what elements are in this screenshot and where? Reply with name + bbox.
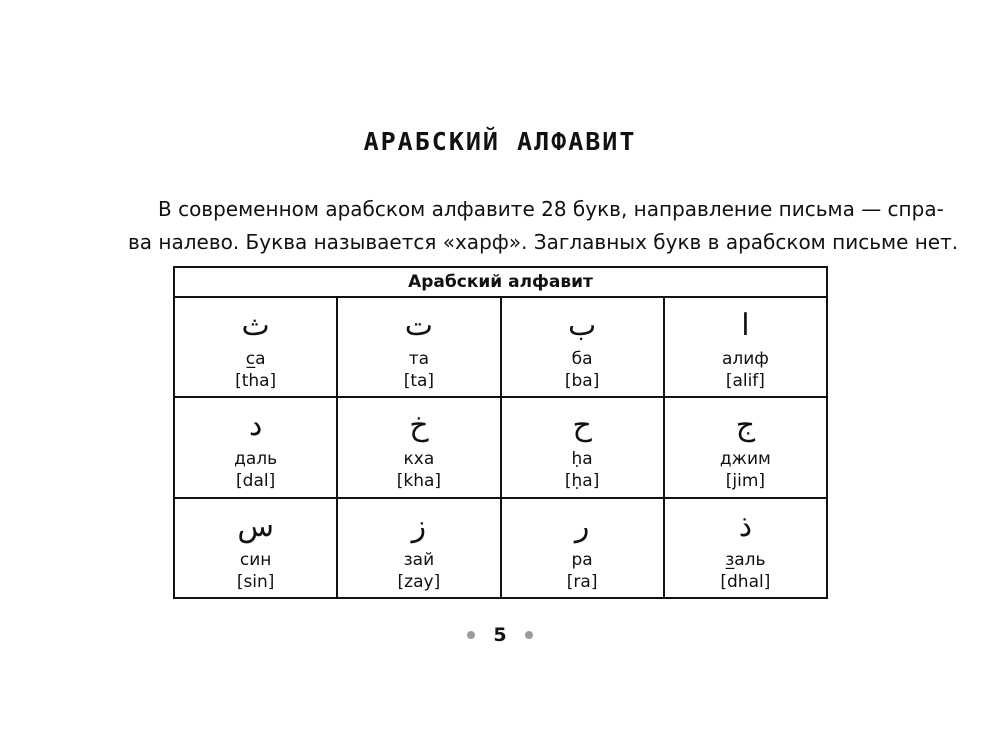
letter-transliteration: [dal] [236,471,276,492]
right-dot-icon [525,631,533,639]
letter-transliteration: [ra] [566,571,598,592]
letter-transliteration: [kha] [396,471,442,492]
letter-cell [501,498,664,598]
letter-transliteration: [alif] [725,371,765,391]
page-title: АРАБСКИЙ АЛФАВИТ [363,127,637,156]
letter-cell [337,397,500,497]
arabic-letter: ج [735,408,756,444]
arabic-letter: ح [572,408,592,444]
letter-name: ḥа [571,449,593,470]
arabic-letter: ب [568,308,597,343]
letter-transliteration: [ta] [403,371,435,391]
table-row [174,397,827,497]
letter-transliteration: [ḥa] [564,471,600,492]
letter-name: ба [571,349,593,369]
letter-name: алиф [721,349,769,369]
letter-transliteration: [ba] [564,371,600,391]
letter-name: ра [571,549,593,570]
arabic-letter: ا [741,308,750,343]
letter-cell [337,498,500,598]
left-dot-icon [467,631,475,639]
letter-name: кха [403,449,435,470]
letter-cell [501,397,664,497]
arabic-letter: ر [574,508,590,544]
alphabet-table [173,266,828,599]
letter-transliteration: [sin] [236,571,275,592]
arabic-letter: ذ [738,508,753,544]
page-footer [0,624,1000,646]
paragraph-line-2: ва налево. Буква называется «харф». Заглавных букв в арабском письме нет. [128,230,959,254]
letter-name: с̲а [245,349,266,369]
arabic-letter: خ [409,408,429,444]
letter-cell [664,498,827,598]
page-number: 5 [493,624,507,646]
letter-name: зай [403,549,435,570]
letter-cell [501,297,664,397]
arabic-letter: ث [241,308,270,343]
arabic-letter: س [237,508,274,544]
arabic-letter: ت [404,308,433,343]
letter-cell [664,397,827,497]
letter-cell [664,297,827,397]
letter-name: з̲аль [725,549,766,570]
paragraph-line-1: В современном арабском алфавите 28 букв, направление письма — спра- [158,197,944,221]
letter-cell [174,498,337,598]
letter-transliteration: [dhal] [720,571,771,592]
letter-transliteration: [zay] [397,571,441,592]
table-row [174,498,827,598]
table-row [174,297,827,397]
letter-transliteration: [jim] [725,471,766,492]
letter-name: джим [719,449,771,470]
table-header: Арабский алфавит [174,267,827,297]
letter-cell [174,397,337,497]
arabic-letter: د [248,408,263,444]
letter-cell [174,297,337,397]
letter-cell [337,297,500,397]
letter-name: даль [234,449,278,470]
letter-transliteration: [tha] [235,371,277,391]
arabic-letter: ز [411,508,427,544]
letter-name: та [408,349,430,369]
letter-name: син [239,549,272,570]
intro-paragraph [128,193,959,259]
